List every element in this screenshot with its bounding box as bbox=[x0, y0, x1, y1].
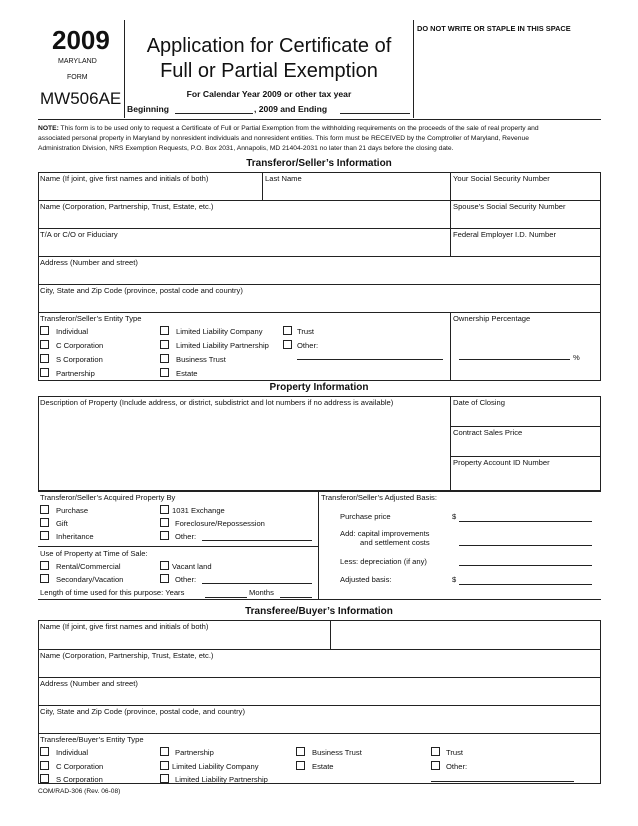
adjusted-basis-label: Transferor/Seller’s Adjusted Basis: bbox=[321, 493, 437, 502]
depreciation-field[interactable] bbox=[459, 565, 592, 566]
header-bottom-rule bbox=[38, 119, 601, 120]
property-description-field[interactable]: Description of Property (Include address, or district, subdistrict and lot numbers if no address is available) bbox=[40, 398, 394, 407]
property-heading: Property Information bbox=[269, 382, 369, 393]
account-id-field[interactable]: Property Account ID Number bbox=[453, 458, 550, 467]
beginning-date-field[interactable] bbox=[175, 113, 253, 114]
checkbox-purchase[interactable] bbox=[40, 505, 49, 514]
header-divider-right bbox=[413, 20, 414, 118]
purchase-price-field[interactable] bbox=[459, 521, 592, 522]
buyer-checkbox-individual[interactable] bbox=[40, 747, 49, 756]
acquired-by-label: Transferor/Seller’s Acquired Property By bbox=[40, 493, 176, 502]
adjusted-basis-total-label: Adjusted basis: bbox=[340, 575, 392, 584]
checkbox-partnership[interactable] bbox=[40, 368, 49, 377]
checkbox-use-other[interactable] bbox=[160, 574, 169, 583]
buyer-other-field[interactable] bbox=[431, 781, 574, 782]
buyer-option-business-trust-label: Business Trust bbox=[312, 748, 362, 757]
checkbox-trust[interactable] bbox=[283, 326, 292, 335]
buyer-checkbox-llp[interactable] bbox=[160, 774, 169, 783]
ending-date-field[interactable] bbox=[340, 113, 410, 114]
note-text-3: Administration Division, NRS Exemption Requests, P.O. Box 2031, Annapolis, MD 21404-2031 no later than 21 days before the closing date. bbox=[38, 145, 454, 152]
improvements-field[interactable] bbox=[459, 545, 592, 546]
buyer-option-c-corporation-label: C Corporation bbox=[56, 762, 104, 771]
buyer-checkbox-other[interactable] bbox=[431, 761, 440, 770]
form-code: COM/RAD-306 (Rev. 06-08) bbox=[38, 788, 121, 795]
buyer-option-llp-label: Limited Liability Partnership bbox=[175, 775, 268, 784]
adjusted-basis-field[interactable] bbox=[459, 584, 592, 585]
beginning-label: Beginning bbox=[127, 104, 170, 114]
checkbox-c-corporation[interactable] bbox=[40, 340, 49, 349]
transferor-name-field[interactable]: Name (If joint, give first names and initials of both) bbox=[40, 174, 209, 183]
buyer-checkbox-c-corporation[interactable] bbox=[40, 761, 49, 770]
purchase-price-dollar: $ bbox=[452, 512, 457, 521]
state-label: MARYLAND bbox=[58, 58, 97, 65]
checkbox-inheritance[interactable] bbox=[40, 531, 49, 540]
depreciation-label: Less: depreciation (if any) bbox=[340, 557, 427, 566]
checkbox-other-entity[interactable] bbox=[283, 340, 292, 349]
note-text-1: This form is to be used only to request a Certificate of Full or Partial Exemption from the withholding requirements on the proceeds of the sale of real property and bbox=[58, 125, 539, 132]
option-secondary-vacation-label: Secondary/Vacation bbox=[56, 575, 124, 584]
note-label: NOTE: bbox=[38, 125, 59, 132]
buyer-option-llc-label: Limited Liability Company bbox=[172, 762, 259, 771]
buyer-option-individual-label: Individual bbox=[56, 748, 89, 757]
buyer-checkbox-estate[interactable] bbox=[296, 761, 305, 770]
checkbox-1031-exchange[interactable] bbox=[160, 505, 169, 514]
ending-label: , 2009 and Ending bbox=[254, 104, 328, 114]
checkbox-foreclosure[interactable] bbox=[160, 518, 169, 527]
checkbox-gift[interactable] bbox=[40, 518, 49, 527]
adjusted-basis-dollar: $ bbox=[452, 575, 457, 584]
transferee-name-field[interactable]: Name (If joint, give first names and initials of both) bbox=[40, 622, 209, 631]
note-line1 bbox=[38, 124, 603, 134]
other-entity-field[interactable] bbox=[297, 359, 443, 360]
purchase-price-label: Purchase price bbox=[340, 512, 391, 521]
improvements-label-1: Add: capital improvements bbox=[340, 529, 430, 538]
option-estate-label: Estate bbox=[176, 369, 198, 378]
buyer-option-estate-label: Estate bbox=[312, 762, 334, 771]
transferor-heading: Transferor/Seller’s Information bbox=[246, 158, 392, 169]
use-of-property-label: Use of Property at Time of Sale: bbox=[40, 549, 148, 558]
transferor-last-name-field[interactable]: Last Name bbox=[265, 174, 302, 183]
improvements-label-2: and settlement costs bbox=[360, 538, 430, 547]
transferee-entity-type-label: Transferee/Buyer’s Entity Type bbox=[40, 735, 144, 744]
form-number: MW506AE bbox=[40, 89, 122, 108]
contract-price-field[interactable]: Contract Sales Price bbox=[453, 428, 523, 437]
checkbox-acquired-other[interactable] bbox=[160, 531, 169, 540]
form-title-line1: Application for Certificate of bbox=[146, 35, 392, 57]
transferor-ta-field[interactable]: T/A or C/O or Fiduciary bbox=[40, 230, 118, 239]
buyer-option-partnership-label: Partnership bbox=[175, 748, 214, 757]
checkbox-vacant-land[interactable] bbox=[160, 561, 169, 570]
closing-date-field[interactable]: Date of Closing bbox=[453, 398, 505, 407]
months-label: Months bbox=[249, 588, 274, 597]
transferee-city-field[interactable]: City, State and Zip Code (province, postal code, and country) bbox=[40, 707, 245, 716]
years-field[interactable] bbox=[205, 597, 247, 598]
transferee-address-field[interactable]: Address (Number and street) bbox=[40, 679, 138, 688]
option-foreclosure-label: Foreclosure/Repossession bbox=[175, 519, 265, 528]
option-gift-label: Gift bbox=[56, 519, 68, 528]
option-llp-label: Limited Liability Partnership bbox=[176, 341, 269, 350]
do-not-write-label: DO NOT WRITE OR STAPLE IN THIS SPACE bbox=[417, 24, 571, 33]
checkbox-rental-commercial[interactable] bbox=[40, 561, 49, 570]
form-year: 2009 bbox=[52, 25, 110, 55]
option-business-trust-label: Business Trust bbox=[176, 355, 226, 364]
note-text-2: associated personal property in Maryland by nonresident individuals and nonresident entities. This form must be RECEIVED by the Comptroller of Maryland, Revenue bbox=[38, 135, 529, 142]
property-description-section bbox=[38, 396, 601, 491]
transferor-city-field[interactable]: City, State and Zip Code (province, postal code and country) bbox=[40, 286, 243, 295]
ownership-percentage-field[interactable] bbox=[459, 359, 570, 360]
option-other-label: Other: bbox=[297, 341, 319, 350]
option-use-other-label: Other: bbox=[175, 575, 197, 584]
checkbox-s-corporation[interactable] bbox=[40, 354, 49, 363]
option-individual-label: Individual bbox=[56, 327, 89, 336]
checkbox-llp[interactable] bbox=[160, 340, 169, 349]
option-acquired-other-label: Other: bbox=[175, 532, 197, 541]
option-rental-commercial-label: Rental/Commercial bbox=[56, 562, 121, 571]
acquired-other-field[interactable] bbox=[202, 540, 312, 541]
buyer-checkbox-trust[interactable] bbox=[431, 747, 440, 756]
option-partnership-label: Partnership bbox=[56, 369, 95, 378]
option-1031-exchange-label: 1031 Exchange bbox=[172, 506, 225, 515]
buyer-option-s-corporation-label: S Corporation bbox=[56, 775, 103, 784]
form-title-line2: Full or Partial Exemption bbox=[160, 60, 378, 82]
header-divider-left bbox=[124, 20, 125, 118]
transferor-ssn-field[interactable]: Your Social Security Number bbox=[453, 174, 550, 183]
option-purchase-label: Purchase bbox=[56, 506, 89, 515]
option-s-corporation-label: S Corporation bbox=[56, 355, 103, 364]
option-trust-label: Trust bbox=[297, 327, 315, 336]
checkbox-business-trust[interactable] bbox=[160, 354, 169, 363]
ownership-percentage-label: Ownership Percentage bbox=[453, 314, 531, 323]
option-inheritance-label: Inheritance bbox=[56, 532, 94, 541]
option-llc-label: Limited Liability Company bbox=[176, 327, 263, 336]
transferor-fein-field[interactable]: Federal Employer I.D. Number bbox=[453, 230, 556, 239]
checkbox-secondary-vacation[interactable] bbox=[40, 574, 49, 583]
transferor-address-field[interactable]: Address (Number and street) bbox=[40, 258, 138, 267]
checkbox-estate[interactable] bbox=[160, 368, 169, 377]
buyer-checkbox-business-trust[interactable] bbox=[296, 747, 305, 756]
checkbox-individual[interactable] bbox=[40, 326, 49, 335]
transferor-entity-type-label: Transferor/Seller’s Entity Type bbox=[40, 314, 142, 323]
transferee-corp-name-field[interactable]: Name (Corporation, Partnership, Trust, Estate, etc.) bbox=[40, 651, 214, 660]
buyer-checkbox-llc[interactable] bbox=[160, 761, 169, 770]
months-field[interactable] bbox=[280, 597, 312, 598]
transferee-heading: Transferee/Buyer’s Information bbox=[245, 606, 393, 617]
transferee-section bbox=[38, 620, 601, 784]
use-other-field[interactable] bbox=[202, 583, 312, 584]
length-of-time-label: Length of time used for this purpose: Years bbox=[40, 588, 185, 597]
option-vacant-land-label: Vacant land bbox=[172, 562, 212, 571]
transferor-spouse-ssn-field[interactable]: Spouse’s Social Security Number bbox=[453, 202, 566, 211]
buyer-checkbox-partnership[interactable] bbox=[160, 747, 169, 756]
transferor-corp-name-field[interactable]: Name (Corporation, Partnership, Trust, Estate, etc.) bbox=[40, 202, 214, 211]
buyer-option-other-label: Other: bbox=[446, 762, 468, 771]
buyer-option-trust-label: Trust bbox=[446, 748, 464, 757]
form-label: FORM bbox=[67, 74, 88, 81]
buyer-checkbox-s-corporation[interactable] bbox=[40, 774, 49, 783]
option-c-corporation-label: C Corporation bbox=[56, 341, 104, 350]
checkbox-llc[interactable] bbox=[160, 326, 169, 335]
calendar-year-label: For Calendar Year 2009 or other tax year bbox=[186, 89, 352, 99]
percent-sign: % bbox=[573, 353, 580, 362]
